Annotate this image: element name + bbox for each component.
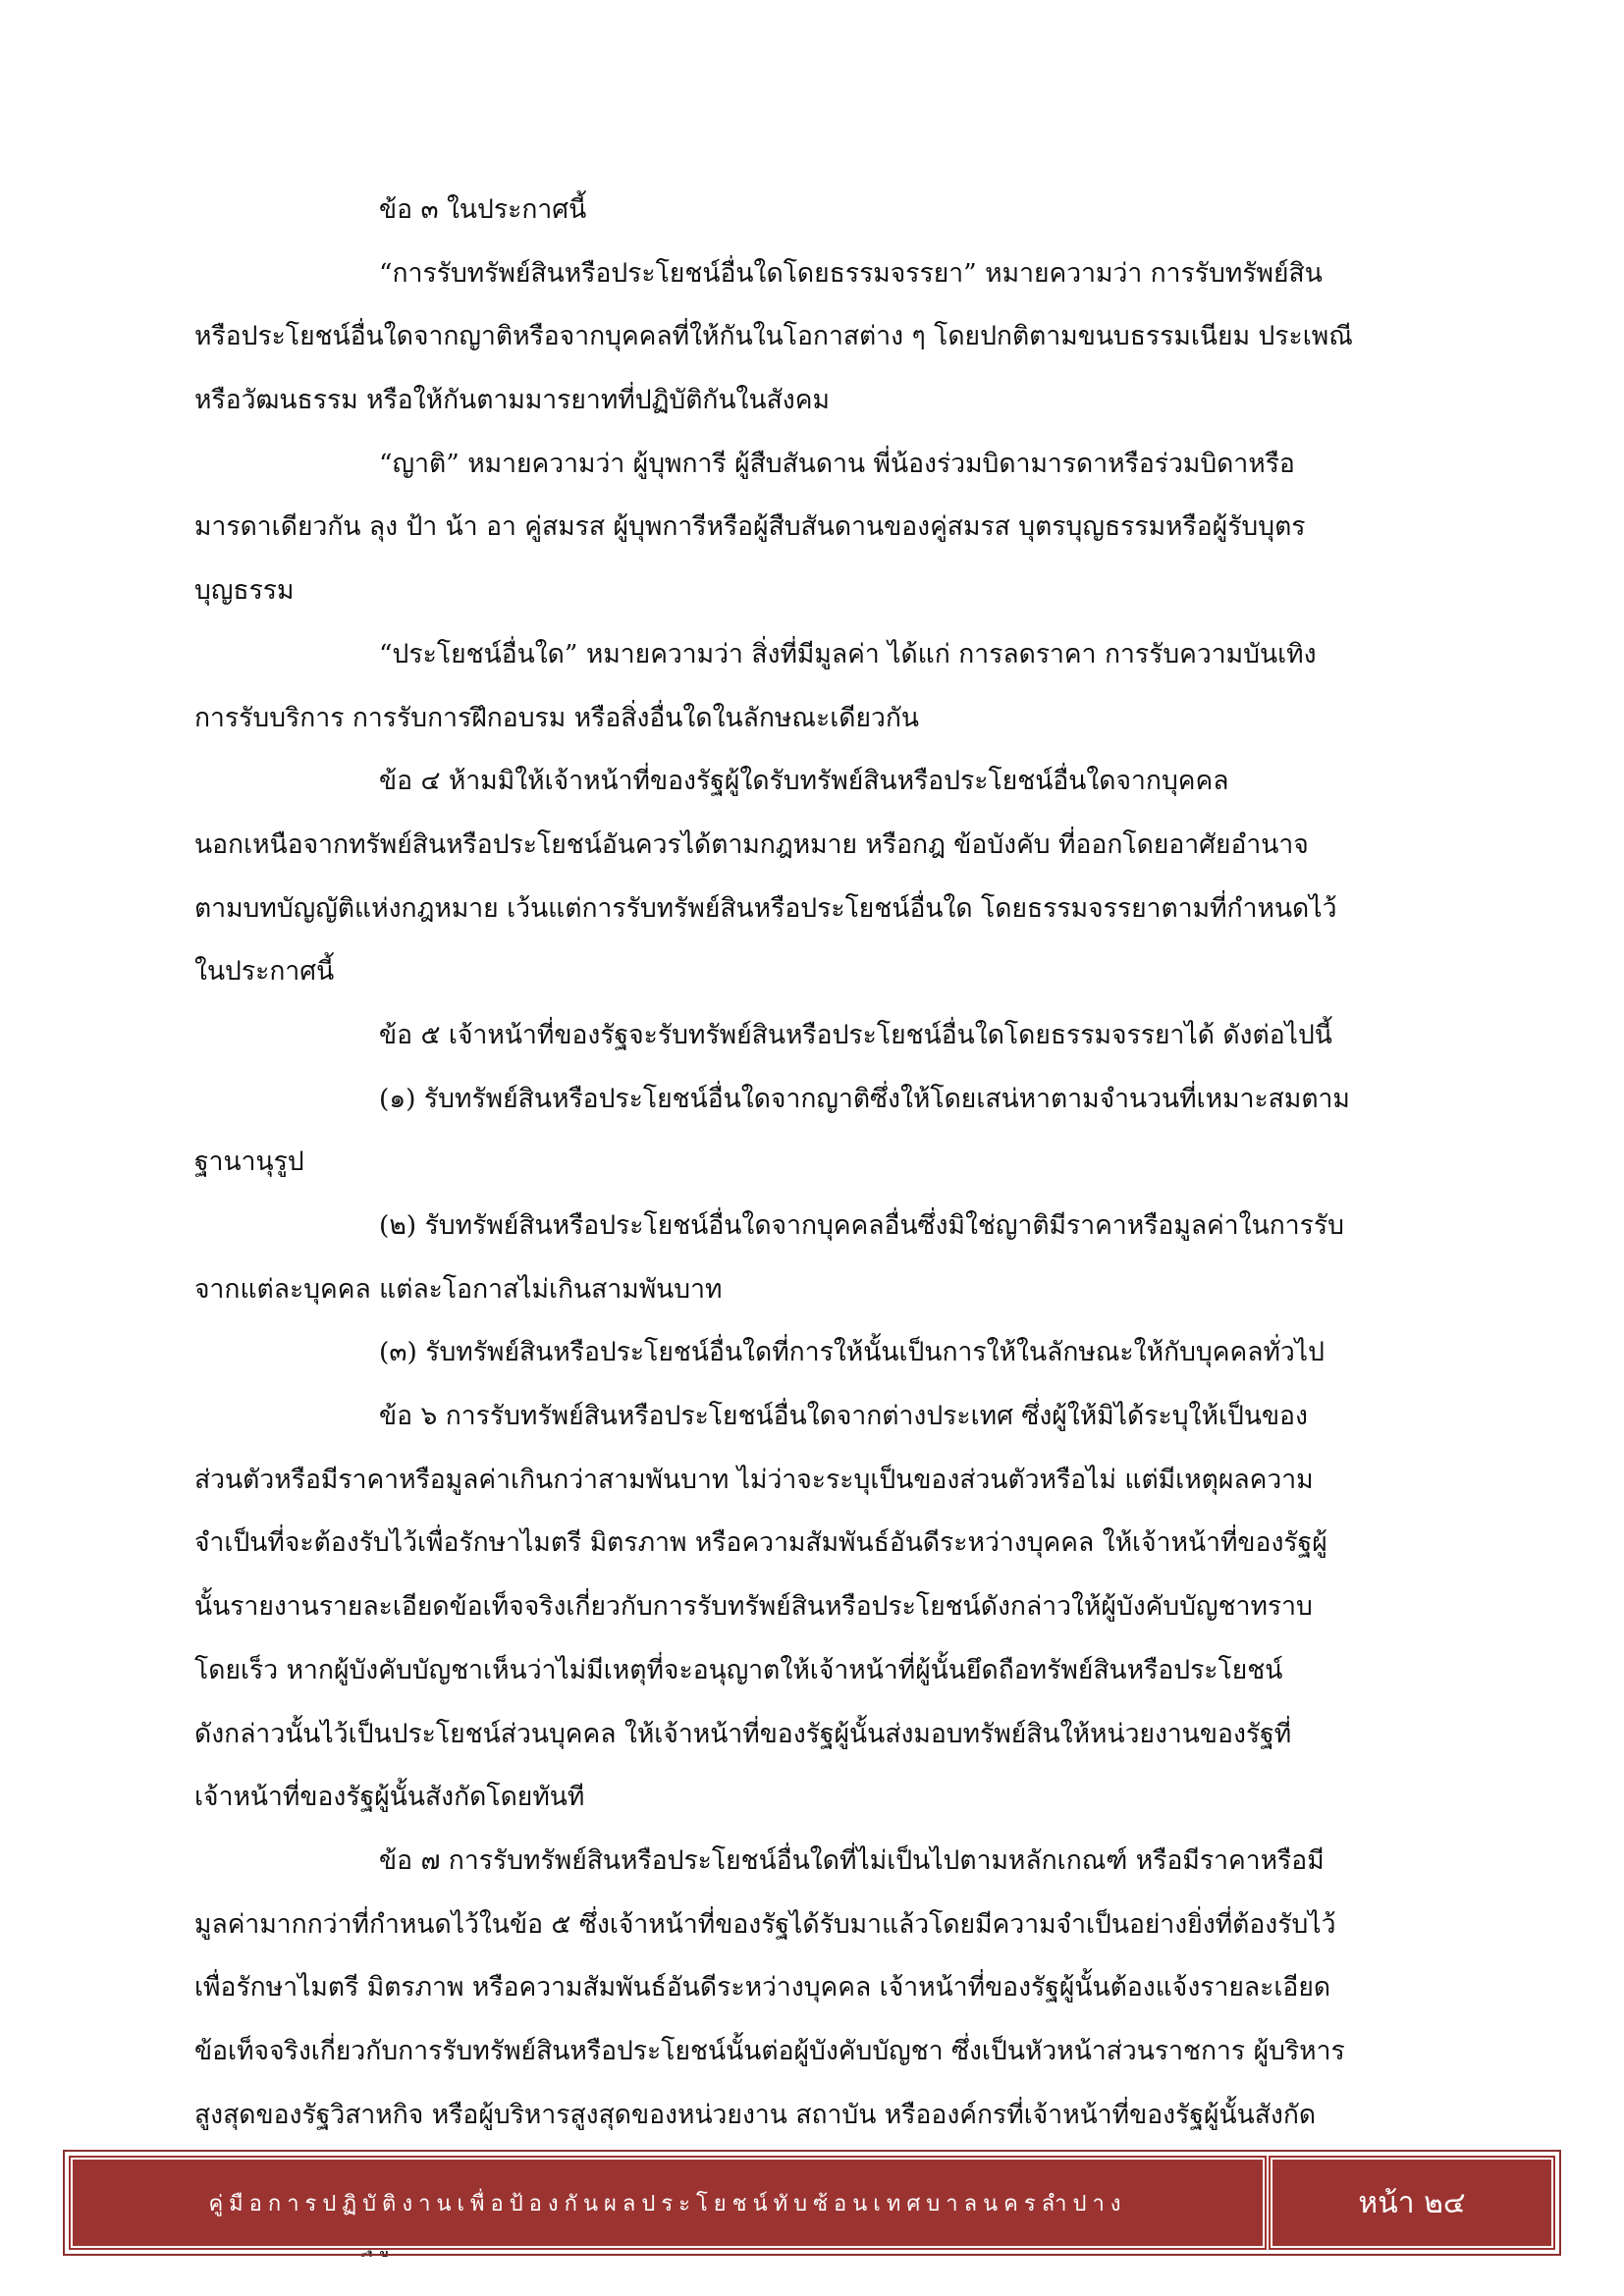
text-line: ฐานานุรูป xyxy=(194,1147,304,1178)
text-line: (๒) รับทรัพย์สินหรือประโยชน์อื่นใดจากบุคคลอื่นซึ่งมิใช่ญาติมีราคาหรือมูลค่าในการรับ xyxy=(379,1210,1344,1241)
text-line: หรือวัฒนธรรม หรือให้กันตามมารยาทที่ปฏิบัติกันในสังคม xyxy=(194,385,830,416)
footer-inner xyxy=(71,2158,1553,2248)
text-line: “ประโยชน์อื่นใด” หมายความว่า สิ่งที่มีมูลค่า ได้แก่ การลดราคา การรับความบันเทิง xyxy=(379,638,1317,669)
document-body xyxy=(194,179,1471,2274)
text-line: สูงสุดของรัฐวิสาหกิจ หรือผู้บริหารสูงสุดของหน่วยงาน สถาบัน หรือองค์กรที่เจ้าหน้าที่ของรัฐผู้นั้นสังกัด xyxy=(194,2099,1317,2130)
footer-title: คู่มือการปฏิบัติงานเพื่อป้องกันผลประโยชน์ทับซ้อนเทศบาลนครลำปาง xyxy=(208,2191,1127,2216)
text-line: โดยเร็ว หากผู้บังคับบัญชาเห็นว่าไม่มีเหตุที่จะอนุญาตให้เจ้าหน้าที่ผู้นั้นยึดถือทรัพย์สินหรือประโยชน์ xyxy=(194,1654,1283,1685)
text-line: การรับบริการ การรับการฝึกอบรม หรือสิ่งอื่นใดในลักษณะเดียวกัน xyxy=(194,702,920,733)
text-line: จากแต่ละบุคคล แต่ละโอกาสไม่เกินสามพันบาท xyxy=(194,1273,723,1305)
text-line: “ญาติ” หมายความว่า ผู้บุพการี ผู้สืบสันดาน พี่น้องร่วมบิดามารดาหรือร่วมบิดาหรือ xyxy=(379,448,1295,479)
text-line: เพื่อรักษาไมตรี มิตรภาพ หรือความสัมพันธ์อันดีระหว่างบุคคล เจ้าหน้าที่ของรัฐผู้นั้นต้องแจ้งรายละเอียด xyxy=(194,1972,1331,2003)
text-line: ส่วนตัวหรือมีราคาหรือมูลค่าเกินกว่าสามพันบาท ไม่ว่าจะระบุเป็นของส่วนตัวหรือไม่ แต่มีเหตุผลความ xyxy=(194,1464,1314,1495)
footer-page-box xyxy=(1271,2158,1553,2248)
text-line: เจ้าหน้าที่ของรัฐผู้นั้นสังกัดโดยทันที xyxy=(194,1782,585,1813)
text-line: จำเป็นที่จะต้องรับไว้เพื่อรักษาไมตรี มิตรภาพ หรือความสัมพันธ์อันดีระหว่างบุคคล ให้เจ้าหน้าที่ของรัฐผู้ xyxy=(194,1527,1327,1559)
text-line: บุญธรรม xyxy=(194,575,295,607)
footer-title-box xyxy=(71,2158,1265,2248)
text-line: ข้อ ๔ ห้ามมิให้เจ้าหน้าที่ของรัฐผู้ใดรับทรัพย์สินหรือประโยชน์อื่นใดจากบุคคล xyxy=(379,766,1229,797)
page-number: หน้า ๒๔ xyxy=(1358,2185,1466,2220)
text-line: นอกเหนือจากทรัพย์สินหรือประโยชน์อันควรได้ตามกฎหมาย หรือกฎ ข้อบังคับ ที่ออกโดยอาศัยอำนาจ xyxy=(194,828,1309,860)
page-footer xyxy=(63,2150,1561,2256)
text-line: มูลค่ามากกว่าที่กำหนดไว้ในข้อ ๕ ซึ่งเจ้าหน้าที่ของรัฐได้รับมาแล้วโดยมีความจำเป็นอย่างยิ่งที่ต้องรับไว้ xyxy=(194,1908,1336,1940)
text-line: (๓) รับทรัพย์สินหรือประโยชน์อื่นใดที่การให้นั้นเป็นการให้ในลักษณะให้กับบุคคลทั่วไป xyxy=(379,1337,1325,1368)
text-line: ข้อ ๕ เจ้าหน้าที่ของรัฐจะรับทรัพย์สินหรือประโยชน์อื่นใดโดยธรรมจรรยาได้ ดังต่อไปนี้ xyxy=(379,1019,1332,1050)
text-line: ข้อเท็จจริงเกี่ยวกับการรับทรัพย์สินหรือประโยชน์นั้นต่อผู้บังคับบัญชา ซึ่งเป็นหัวหน้าส่วนราชการ ผู้บริหาร xyxy=(194,2035,1345,2066)
text-line: ข้อ ๓ ในประกาศนี้ xyxy=(379,194,587,225)
text-line: นั้นรายงานรายละเอียดข้อเท็จจริงเกี่ยวกับการรับทรัพย์สินหรือประโยชน์ดังกล่าวให้ผู้บังคับบัญชาทราบ xyxy=(194,1591,1313,1623)
text-line: ข้อ ๖ การรับทรัพย์สินหรือประโยชน์อื่นใดจากต่างประเทศ ซึ่งผู้ให้มิได้ระบุให้เป็นของ xyxy=(379,1401,1308,1432)
text-line: หรือประโยชน์อื่นใดจากญาติหรือจากบุคคลที่ให้กันในโอกาสต่าง ๆ โดยปกติตามขนบธรรมเนียม ประเพณี xyxy=(194,321,1353,352)
text-line: ดังกล่าวนั้นไว้เป็นประโยชน์ส่วนบุคคล ให้เจ้าหน้าที่ของรัฐผู้นั้นส่งมอบทรัพย์สินให้หน่วยงานของรัฐที่ xyxy=(194,1718,1292,1749)
text-line: มารดาเดียวกัน ลุง ป้า น้า อา คู่สมรส ผู้บุพการีหรือผู้สืบสันดานของคู่สมรส บุตรบุญธรรมหรือผู้รับบุตร xyxy=(194,511,1306,543)
text-line: ข้อ ๗ การรับทรัพย์สินหรือประโยชน์อื่นใดที่ไม่เป็นไปตามหลักเกณฑ์ หรือมีราคาหรือมี xyxy=(379,1844,1325,1876)
text-line: “การรับทรัพย์สินหรือประโยชน์อื่นใดโดยธรรมจรรยา” หมายความว่า การรับทรัพย์สิน xyxy=(379,257,1323,289)
text-line: ในประกาศนี้ xyxy=(194,956,335,988)
text-line: ตามบทบัญญัติแห่งกฎหมาย เว้นแต่การรับทรัพย์สินหรือประโยชน์อื่นใด โดยธรรมจรรยาตามที่กำหนดไว้ xyxy=(194,892,1337,924)
text-line: (๑) รับทรัพย์สินหรือประโยชน์อื่นใดจากญาติซึ่งให้โดยเสน่หาตามจำนวนที่เหมาะสมตาม xyxy=(379,1083,1350,1114)
